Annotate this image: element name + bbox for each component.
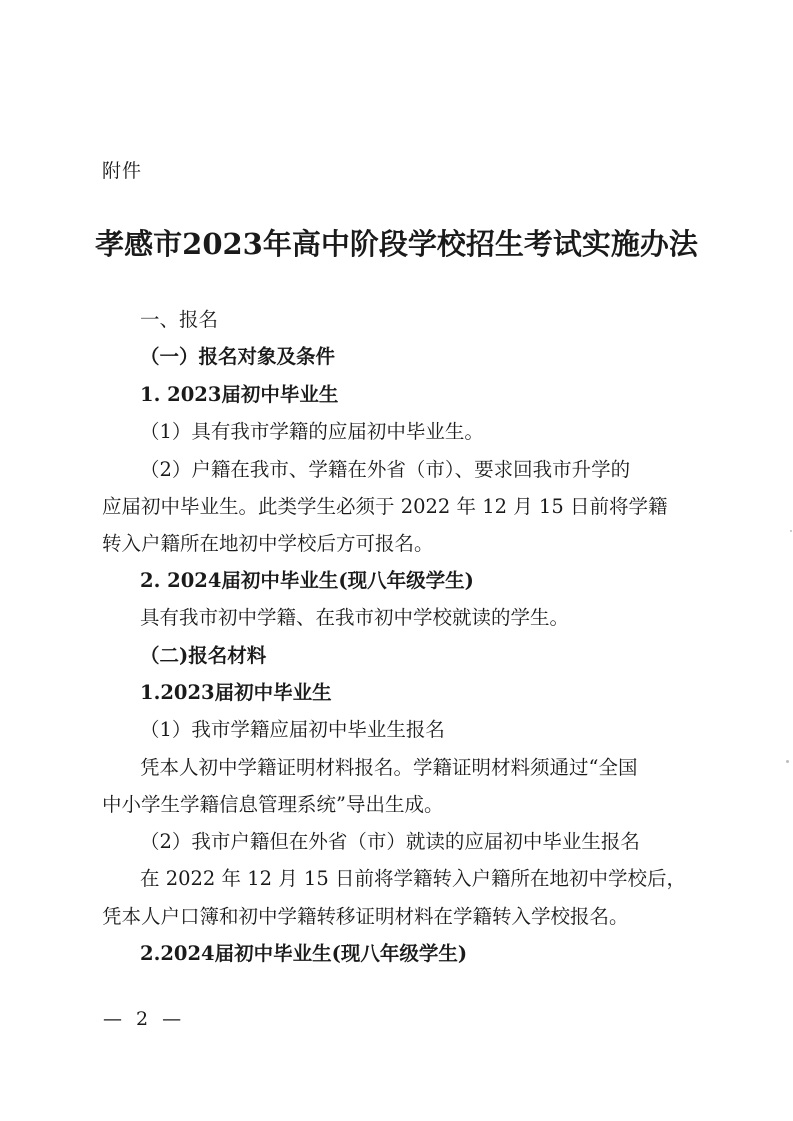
paragraph-line: 具有我市初中学籍、在我市初中学校就读的学生。 [140, 606, 570, 629]
subsection-heading-materials: （二)报名材料 [140, 644, 267, 667]
paragraph-line: （2）户籍在我市、学籍在外省（市）、要求回我市升学的 [140, 458, 631, 481]
paragraph-line: 凭本人初中学籍证明材料报名。学籍证明材料须通过“全国 [140, 756, 638, 779]
paragraph-line: 凭本人户口簿和初中学籍转移证明材料在学籍转入学校报名。 [102, 905, 629, 928]
item-heading-2023-graduates: 1. 2023届初中毕业生 [140, 383, 339, 406]
paragraph-line: 在 2022 年 12 月 15 日前将学籍转入户籍所在地初中学校后， [140, 867, 686, 890]
item-heading-2024-materials: 2.2024届初中毕业生(现八年级学生) [140, 942, 468, 965]
subsection-heading-eligibility: （一）报名对象及条件 [140, 345, 336, 368]
page-number: — 2 — [103, 1008, 186, 1030]
attachment-label: 附件 [102, 160, 143, 182]
paragraph-line: 应届初中毕业生。此类学生必须于 2022 年 12 月 15 日前将学籍 [102, 495, 668, 518]
item-heading-2024-graduates: 2. 2024届初中毕业生(现八年级学生) [140, 569, 474, 592]
scan-speck [786, 760, 789, 763]
paragraph-line: （2）我市户籍但在外省（市）就读的应届初中毕业生报名 [140, 830, 640, 853]
paragraph-line: 中小学生学籍信息管理系统”导出生成。 [102, 793, 444, 816]
scan-speck [790, 530, 792, 532]
paragraph-line: （1）我市学籍应届初中毕业生报名 [140, 718, 445, 741]
paragraph-line: 转入户籍所在地初中学校后方可报名。 [102, 532, 434, 555]
document-title: 孝感市2023年高中阶段学校招生考试实施办法 [95, 227, 698, 261]
section-heading-registration: 一、报名 [140, 308, 219, 331]
item-heading-2023-materials: 1.2023届初中毕业生 [140, 681, 332, 704]
paragraph-line: （1）具有我市学籍的应届初中毕业生。 [140, 420, 484, 443]
